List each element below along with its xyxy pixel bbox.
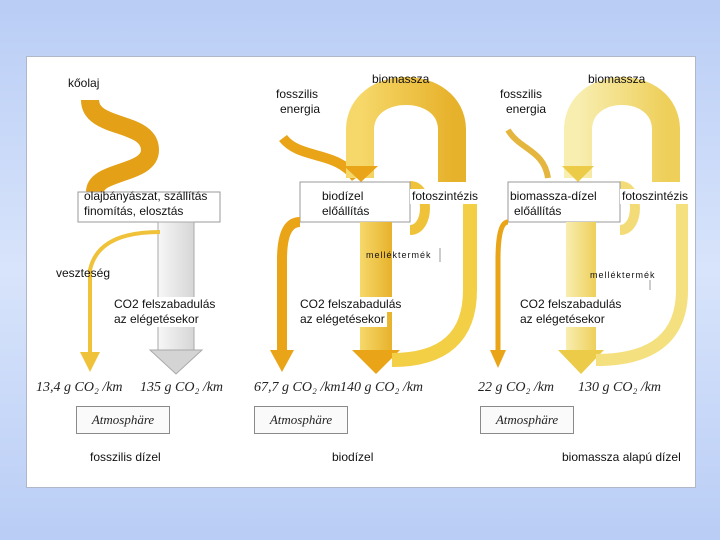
col2-emission-left: 67,7 g CO₂ /km — [254, 380, 341, 395]
col2-photosynthesis-label: fotoszintézis — [412, 189, 479, 203]
col3-flows — [490, 91, 682, 374]
col2-process-line2: előállítás — [322, 204, 370, 218]
col2-atmosphere-box: Atmosphäre — [254, 406, 348, 434]
col3-combustion-line2: az elégetésekor — [520, 312, 605, 326]
col2-biomass-label: biomassza — [372, 72, 430, 86]
col3-process-line2: előállítás — [514, 204, 562, 218]
col2-return-loop — [392, 200, 470, 360]
col3-fossil-line1: fosszilis — [500, 87, 543, 101]
col2-fossil-release-arrow — [270, 350, 294, 372]
loss-arrow — [80, 352, 100, 372]
col3-emission-right: 130 g CO₂ /km — [578, 380, 662, 395]
col1-title: fosszilis dízel — [90, 450, 161, 464]
col3-fossil-input — [508, 130, 548, 178]
col2-fossil-line2: energia — [280, 102, 321, 116]
col3-photosynthesis-label: fotoszintézis — [622, 189, 689, 203]
main-grey-column — [158, 222, 194, 350]
col3-main-column — [566, 222, 596, 350]
col1-combustion-line2: az elégetésekor — [114, 312, 199, 326]
col2-combustion-line1: CO2 felszabadulás — [300, 297, 402, 311]
col3-emission-left: 22 g CO₂ /km — [478, 380, 555, 395]
col1-emission-left: 13,4 g CO₂ /km — [36, 380, 123, 395]
col2-title: biodízel — [332, 450, 374, 464]
col2-byproduct-label: melléktermék — [366, 250, 432, 260]
col1-atmosphere-box: Atmosphäre — [76, 406, 170, 434]
col1-flows — [78, 100, 220, 374]
main-grey-arrow — [150, 350, 202, 374]
col3-atmosphere-box: Atmosphäre — [480, 406, 574, 434]
col1-combustion-line1: CO2 felszabadulás — [114, 297, 216, 311]
col3-fossil-release — [498, 222, 508, 350]
col1-loss-label: veszteség — [56, 266, 111, 280]
col3-fossil-line2: energia — [506, 102, 547, 116]
crude-oil-flow — [90, 100, 150, 192]
col2-fossil-input — [283, 138, 356, 178]
col2-combustion-line2: az elégetésekor — [300, 312, 385, 326]
col2-fossil-release — [282, 222, 300, 350]
col1-process-line1: olajbányászat, szállítás — [84, 189, 208, 203]
loss-branch — [90, 232, 160, 352]
col1-process-line2: finomítás, elosztás — [84, 204, 184, 218]
col2-process-line1: biodízel — [322, 189, 364, 203]
col2-flows — [270, 91, 470, 374]
col3-biomass-label: biomassza — [588, 72, 646, 86]
col2-emission-right: 140 g CO₂ /km — [340, 380, 424, 395]
col3-byproduct-label: melléktermék — [590, 270, 656, 280]
col2-main-column — [360, 222, 392, 350]
col2-fossil-line1: fosszilis — [276, 87, 319, 101]
col3-title: biomassza alapú dízel — [562, 450, 681, 464]
col1-emission-right: 135 g CO₂ /km — [140, 380, 224, 395]
col3-process-line1: biomassza-dízel — [510, 189, 597, 203]
col3-fossil-release-arrow — [490, 350, 506, 368]
col3-combustion-line1: CO2 felszabadulás — [520, 297, 622, 311]
col1-source-label: kőolaj — [68, 76, 100, 90]
